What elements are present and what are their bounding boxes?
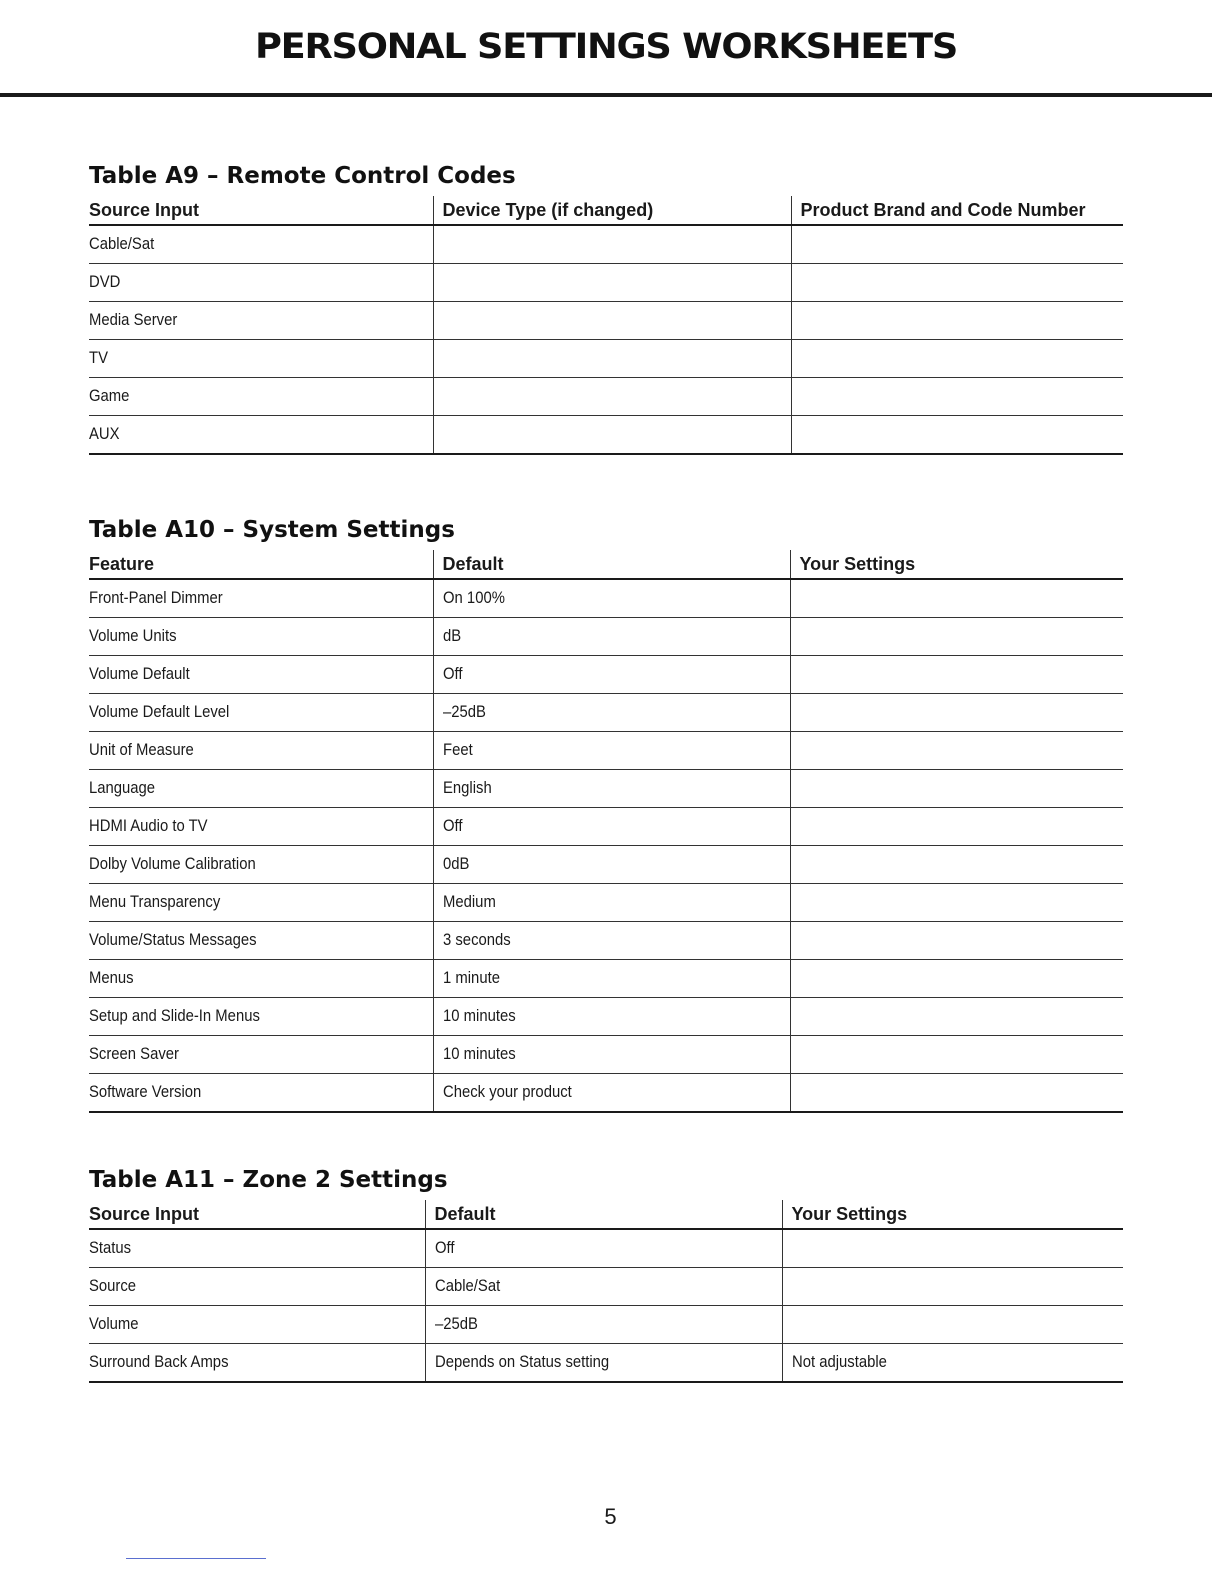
row-label-cell <box>89 1268 425 1306</box>
cell-text: Not adjustable <box>791 1353 887 1371</box>
cell-text: Medium <box>442 893 496 911</box>
cell-text: Front-Panel Dimmer <box>89 589 223 607</box>
entry-cell[interactable] <box>790 770 1123 808</box>
table-row <box>89 264 1123 302</box>
cell-text: Volume Default <box>89 665 190 683</box>
value-cell <box>433 732 790 770</box>
cell-text: 10 minutes <box>442 1007 516 1025</box>
value-cell <box>433 579 790 618</box>
table-row <box>89 618 1123 656</box>
cell-text: Surround Back Amps <box>89 1353 229 1371</box>
table-row <box>89 1074 1123 1113</box>
table-row <box>89 340 1123 378</box>
table-row <box>89 998 1123 1036</box>
table-row <box>89 656 1123 694</box>
cell-text: Unit of Measure <box>89 741 194 759</box>
entry-cell[interactable] <box>782 1306 1123 1344</box>
value-cell <box>425 1306 782 1344</box>
cell-text: Cable/Sat <box>434 1277 500 1295</box>
table-a11-section <box>89 1166 1123 1383</box>
row-label-cell <box>89 884 433 922</box>
row-label-cell <box>89 846 433 884</box>
row-label-cell <box>89 694 433 732</box>
cell-text: 3 seconds <box>442 931 511 949</box>
cell-text: Dolby Volume Calibration <box>89 855 256 873</box>
value-cell <box>433 302 791 340</box>
cell-text: Status <box>89 1239 132 1257</box>
column-header: Source Input <box>89 1200 425 1229</box>
table-row <box>89 579 1123 618</box>
row-label-cell <box>89 1036 433 1074</box>
cell-text: Setup and Slide-In Menus <box>89 1007 260 1025</box>
cell-text: Volume <box>89 1315 139 1333</box>
entry-cell[interactable] <box>791 264 1123 302</box>
entry-cell[interactable] <box>790 998 1123 1036</box>
cell-text: Off <box>442 817 463 835</box>
entry-cell[interactable] <box>790 656 1123 694</box>
entry-cell[interactable] <box>790 808 1123 846</box>
entry-cell[interactable] <box>790 1074 1123 1113</box>
table-a9 <box>89 196 1123 455</box>
column-header: Default <box>425 1200 782 1229</box>
value-cell <box>433 960 790 998</box>
cell-text: Cable/Sat <box>89 235 155 253</box>
table-row <box>89 302 1123 340</box>
row-label-cell <box>89 732 433 770</box>
table-row <box>89 960 1123 998</box>
entry-cell[interactable] <box>790 618 1123 656</box>
cell-text: Off <box>434 1239 455 1257</box>
entry-cell[interactable] <box>782 1268 1123 1306</box>
column-header: Your Settings <box>782 1200 1123 1229</box>
cell-text: Volume/Status Messages <box>89 931 257 949</box>
cell-text: TV <box>89 349 108 367</box>
value-cell <box>433 1074 790 1113</box>
cell-text: Menus <box>89 969 134 987</box>
value-cell <box>433 378 791 416</box>
entry-cell[interactable] <box>790 694 1123 732</box>
cell-text: Check your product <box>442 1083 572 1101</box>
row-label-cell <box>89 1344 425 1383</box>
value-cell <box>433 416 791 455</box>
column-header: Feature <box>89 550 433 579</box>
table-row <box>89 1036 1123 1074</box>
entry-cell[interactable] <box>790 960 1123 998</box>
footer-divider <box>126 1558 266 1559</box>
row-label-cell <box>89 618 433 656</box>
row-label-cell <box>89 416 433 455</box>
cell-text: DVD <box>89 273 121 291</box>
cell-text: HDMI Audio to TV <box>89 817 208 835</box>
table-a10 <box>89 550 1123 1113</box>
row-label-cell <box>89 998 433 1036</box>
column-header: Your Settings <box>790 550 1123 579</box>
row-label-cell <box>89 922 433 960</box>
value-cell <box>433 808 790 846</box>
table-row <box>89 846 1123 884</box>
row-label-cell <box>89 302 433 340</box>
cell-text: Language <box>89 779 156 797</box>
cell-text: 10 minutes <box>442 1045 516 1063</box>
cell-text: Volume Units <box>89 627 177 645</box>
cell-text: Game <box>89 387 130 405</box>
cell-text: English <box>442 779 492 797</box>
cell-text: Off <box>442 665 463 683</box>
cell-text: –25dB <box>434 1315 478 1333</box>
entry-cell[interactable] <box>790 846 1123 884</box>
value-cell <box>433 1036 790 1074</box>
table-row <box>89 1268 1123 1306</box>
row-label-cell <box>89 1229 425 1268</box>
row-label-cell <box>89 340 433 378</box>
cell-text: 1 minute <box>442 969 500 987</box>
entry-cell[interactable] <box>791 416 1123 455</box>
table-row <box>89 922 1123 960</box>
column-header: Product Brand and Code Number <box>791 196 1123 225</box>
value-cell <box>433 770 790 808</box>
table-a10-title: Table A10 – System Settings <box>89 517 455 543</box>
cell-text: AUX <box>89 425 120 443</box>
cell-text: Depends on Status setting <box>434 1353 609 1371</box>
entry-cell[interactable] <box>790 884 1123 922</box>
entry-cell <box>782 1344 1123 1383</box>
value-cell <box>433 225 791 264</box>
row-label-cell <box>89 808 433 846</box>
row-label-cell <box>89 960 433 998</box>
table-row <box>89 884 1123 922</box>
entry-cell[interactable] <box>791 302 1123 340</box>
table-row <box>89 694 1123 732</box>
column-header: Device Type (if changed) <box>433 196 791 225</box>
value-cell <box>433 656 790 694</box>
entry-cell[interactable] <box>790 1036 1123 1074</box>
row-label-cell <box>89 1074 433 1113</box>
entry-cell[interactable] <box>790 732 1123 770</box>
entry-cell[interactable] <box>791 340 1123 378</box>
table-a9-section <box>89 162 1123 455</box>
cell-text: Volume Default Level <box>89 703 230 721</box>
entry-cell[interactable] <box>791 378 1123 416</box>
table-row <box>89 416 1123 455</box>
entry-cell[interactable] <box>790 579 1123 618</box>
table-row <box>89 378 1123 416</box>
table-row <box>89 1306 1123 1344</box>
table-a11-title: Table A11 – Zone 2 Settings <box>89 1167 448 1193</box>
cell-text: Menu Transparency <box>89 893 221 911</box>
cell-text: Feet <box>442 741 473 759</box>
value-cell <box>433 922 790 960</box>
value-cell <box>433 884 790 922</box>
cell-text: Media Server <box>89 311 178 329</box>
table-row <box>89 225 1123 264</box>
entry-cell[interactable] <box>790 922 1123 960</box>
cell-text: Software Version <box>89 1083 202 1101</box>
table-a10-section <box>89 516 1123 1113</box>
value-cell <box>425 1268 782 1306</box>
value-cell <box>425 1229 782 1268</box>
value-cell <box>433 998 790 1036</box>
row-label-cell <box>89 264 433 302</box>
table-header-row <box>89 196 1123 225</box>
title-divider <box>0 93 1212 97</box>
cell-text: 0dB <box>442 855 469 873</box>
table-row <box>89 808 1123 846</box>
table-a11 <box>89 1200 1123 1383</box>
table-row <box>89 1229 1123 1268</box>
row-label-cell <box>89 770 433 808</box>
row-label-cell <box>89 378 433 416</box>
row-label-cell <box>89 225 433 264</box>
cell-text: –25dB <box>442 703 486 721</box>
value-cell <box>433 618 790 656</box>
value-cell <box>433 846 790 884</box>
table-row <box>89 732 1123 770</box>
page-number: 5 <box>604 1504 617 1529</box>
entry-cell[interactable] <box>791 225 1123 264</box>
table-row <box>89 770 1123 808</box>
cell-text: Screen Saver <box>89 1045 179 1063</box>
page-title: PERSONAL SETTINGS WORKSHEETS <box>254 27 958 67</box>
cell-text: Source <box>89 1277 137 1295</box>
table-row <box>89 1344 1123 1383</box>
table-a9-title: Table A9 – Remote Control Codes <box>89 163 516 189</box>
value-cell <box>425 1344 782 1383</box>
row-label-cell <box>89 579 433 618</box>
cell-text: dB <box>442 627 461 645</box>
value-cell <box>433 694 790 732</box>
entry-cell[interactable] <box>782 1229 1123 1268</box>
column-header: Source Input <box>89 196 433 225</box>
table-header-row <box>89 550 1123 579</box>
cell-text: On 100% <box>442 589 505 607</box>
row-label-cell <box>89 1306 425 1344</box>
row-label-cell <box>89 656 433 694</box>
value-cell <box>433 340 791 378</box>
value-cell <box>433 264 791 302</box>
table-header-row <box>89 1200 1123 1229</box>
column-header: Default <box>433 550 790 579</box>
